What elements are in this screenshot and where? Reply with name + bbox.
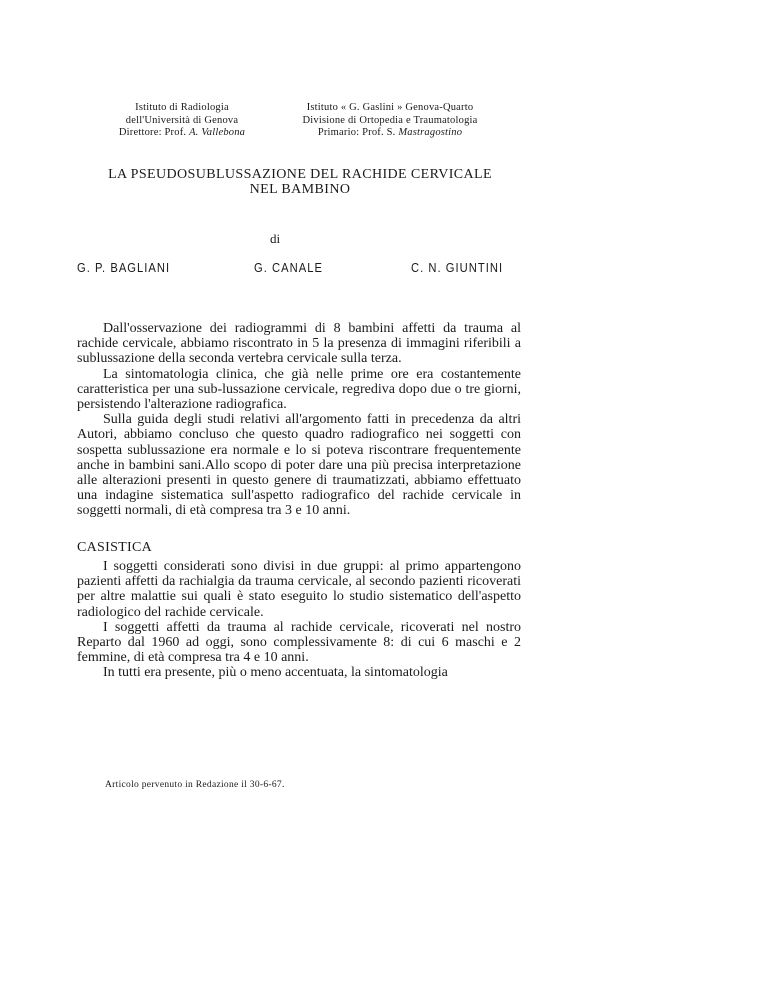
section-paragraph-1: I soggetti considerati sono divisi in due gruppi: al primo appartengono pazienti affetti da rachialgia da trauma cervicale, al secondo pazienti ricoverati per altre malattie sui quali è stato eseguito lo studio sistematico dell'aspetto radiologico del rachide cervicale. (77, 559, 521, 620)
section-paragraph-2: I soggetti affetti da trauma al rachide cervicale, ricoverati nel nostro Reparto dal 1960 ad oggi, sono complessivamente 8: di cui 6 maschi e 2 femmine, di età compresa tra 4 e 10 anni. (77, 619, 521, 666)
author-2: G. CANALE (254, 260, 323, 275)
section-body (77, 559, 521, 681)
abstract-paragraph-2: La sintomatologia clinica, che già nelle prime ore era costantemente caratteristica per una sub-lussazione cervicale, regrediva dopo due o tre giorni, persistendo l'alterazione radiografica. (77, 366, 521, 413)
section-heading: CASISTICA (77, 540, 153, 555)
author-3: C. N. GIUNTINI (411, 260, 504, 275)
section-paragraph-3: In tutti era presente, più o meno accentuata, la sintomatologia (103, 665, 448, 681)
affiliation-right (290, 102, 490, 140)
author-1: G. P. BAGLIANI (77, 260, 171, 275)
affiliation-left-line2: dell'Università di Genova (125, 114, 239, 126)
affiliation-right-line2: Divisione di Ortopedia e Traumatologia (302, 114, 478, 126)
paper-title (90, 167, 510, 197)
affiliation-right-head-name: Mastragostino (398, 127, 463, 138)
footnote: Articolo pervenuto in Redazione il 30-6-67. (105, 780, 285, 790)
affiliation-left-director-name: A. Vallebona (189, 127, 246, 138)
abstract-paragraph-3: Sulla guida degli studi relativi all'argomento fatti in precedenza da altri Autori, abbiamo concluso che questo quadro radiografico nei soggetti con sospetta sublussazione era normale e lo si poteva riscontrare frequentemente anche in bambini sani.Allo scopo di poter dare una più precisa interpretazione alle alterazioni presenti in questo genere di traumatizzati, abbiamo effettuato una indagine sistematica sull'aspetto radiografico del rachide cervicale in soggetti normali, di età compresa tra 3 e 10 anni. (77, 412, 521, 519)
affiliation-left-line1: Istituto di Radiologia (135, 102, 229, 113)
abstract (77, 321, 521, 519)
paper-title-line1: LA PSEUDOSUBLUSSAZIONE DEL RACHIDE CERVICALE (108, 167, 492, 182)
affiliation-right-line1: Istituto « G. Gaslini » Genova-Quarto (306, 102, 474, 113)
affiliation-left-director-label: Direttore: Prof. (118, 127, 187, 138)
abstract-paragraph-1: Dall'osservazione dei radiogrammi di 8 bambini affetti da trauma al rachide cervicale, abbiamo riscontrato in 5 la presenza di immagini riferibili a sublussazione della seconda vertebra cervicale sulla terza. (77, 321, 521, 367)
affiliation-right-head-label: Primario: Prof. S. (317, 127, 396, 138)
affiliation-right-line3 (290, 127, 490, 140)
affiliation-left-line3 (102, 127, 262, 140)
paper-title-line2: NEL BAMBINO (249, 182, 351, 197)
byline: di (269, 231, 281, 246)
affiliation-left (102, 102, 262, 140)
